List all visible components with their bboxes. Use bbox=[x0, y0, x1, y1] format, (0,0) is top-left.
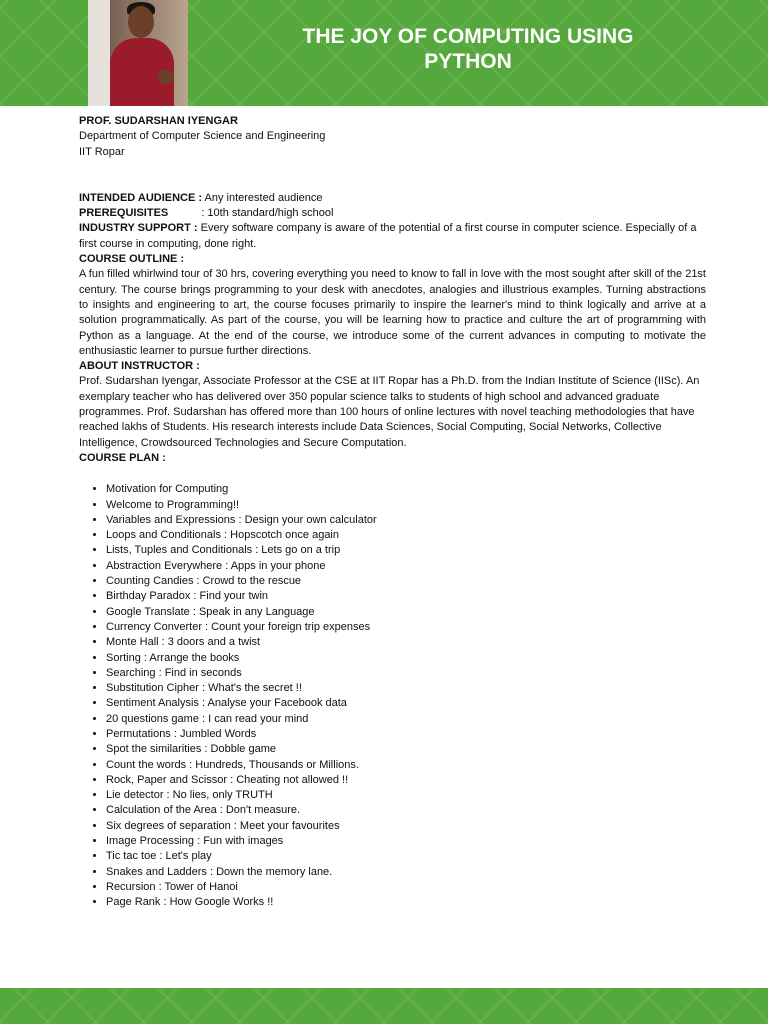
course-plan-item: • Sentiment Analysis : Analyse your Facebook data bbox=[106, 696, 706, 711]
course-plan-item: • Six degrees of separation : Meet your favourites bbox=[106, 819, 706, 834]
page-title bbox=[200, 24, 736, 74]
support-label: INDUSTRY SUPPORT : bbox=[79, 222, 198, 235]
course-plan-item: • Snakes and Ladders : Down the memory lane. bbox=[106, 865, 706, 880]
course-plan-item: • Monte Hall : 3 doors and a twist bbox=[106, 635, 706, 650]
support-row bbox=[79, 221, 706, 252]
course-plan-item: • Abstraction Everywhere : Apps in your phone bbox=[106, 559, 706, 574]
course-plan-item: • Permutations : Jumbled Words bbox=[106, 727, 706, 742]
course-plan-item: • Variables and Expressions : Design your own calculator bbox=[106, 513, 706, 528]
about-text: Prof. Sudarshan Iyengar, Associate Professor at the CSE at IIT Ropar has a Ph.D. from the Indian Institute of Science (IISc). An exemplary teacher who has delivered over 350 popular science talks to students of high school and advanced graduate programmes. Prof. Sudarshan has offered more than 100 hours of online lectures with novel teaching methodologies that have reached lakhs of Students. His research interests include Data Sciences, Social Computing, Social Networks, Collective Intelligence, Crowdsourced Technologies and Secure Computation. bbox=[79, 375, 700, 449]
course-plan-item: • Birthday Paradox : Find your twin bbox=[106, 589, 706, 604]
course-plan-item: • Calculation of the Area : Don't measure. bbox=[106, 803, 706, 818]
course-plan-item: • Welcome to Programming!! bbox=[106, 498, 706, 513]
instructor-photo bbox=[88, 0, 188, 106]
audience-row bbox=[79, 191, 706, 206]
course-plan-item: • Image Processing : Fun with images bbox=[106, 834, 706, 849]
course-plan-item: • Tic tac toe : Let's play bbox=[106, 849, 706, 864]
course-plan-item: • Lists, Tuples and Conditionals : Lets go on a trip bbox=[106, 543, 706, 558]
course-plan-item: • Sorting : Arrange the books bbox=[106, 651, 706, 666]
prereq-value: : 10th standard/high school bbox=[201, 207, 334, 220]
instructor-block bbox=[79, 114, 706, 160]
course-plan-item: • Currency Converter : Count your foreign trip expenses bbox=[106, 620, 706, 635]
footer-banner bbox=[0, 988, 768, 1024]
plan-heading: COURSE PLAN : bbox=[79, 451, 166, 464]
course-plan-item: • 20 questions game : I can read your mind bbox=[106, 712, 706, 727]
document-body bbox=[79, 114, 706, 911]
audience-value: Any interested audience bbox=[204, 191, 323, 204]
prereq-row bbox=[79, 206, 706, 221]
course-plan-item: • Searching : Find in seconds bbox=[106, 666, 706, 681]
course-plan-item: • Rock, Paper and Scissor : Cheating not allowed !! bbox=[106, 773, 706, 788]
course-plan-item: • Page Rank : How Google Works !! bbox=[106, 895, 706, 910]
course-plan-item: • Google Translate : Speak in any Language bbox=[106, 605, 706, 620]
course-plan-item: • Motivation for Computing bbox=[106, 482, 706, 497]
course-plan-list bbox=[79, 482, 706, 910]
course-plan-item: • Counting Candies : Crowd to the rescue bbox=[106, 574, 706, 589]
instructor-name: PROF. SUDARSHAN IYENGAR bbox=[79, 115, 238, 127]
instructor-department: Department of Computer Science and Engineering bbox=[79, 130, 326, 143]
course-plan-item: • Loops and Conditionals : Hopscotch once again bbox=[106, 528, 706, 543]
outline-heading: COURSE OUTLINE : bbox=[79, 253, 185, 266]
course-plan-item: • Spot the similarities : Dobble game bbox=[106, 742, 706, 757]
outline-text: A fun filled whirlwind tour of 30 hrs, covering everything you need to know to fall in love with the most sought after skill of the 21st century. The course brings programming to your desk with anecdotes, analogies and illustrious examples. Turning abstractions to insights and engineering to art, the course focuses primarily to inspire the learner's mind to think logically and arrive at a solution programmatically. As part of the course, you will be learning how to practice and culture the art of programming with Python as a language. At the end of the course, we introduce some of the current advances in computing to motivate the enthusiastic learner to pursue further directions. bbox=[79, 268, 706, 357]
support-value: Every software company is aware of the potential of a first course in computer science. Especially of a first course in computing, done right. bbox=[79, 222, 697, 250]
instructor-institute: IIT Ropar bbox=[79, 145, 125, 158]
about-heading: ABOUT INSTRUCTOR : bbox=[79, 360, 200, 373]
title-line-1: THE JOY OF COMPUTING USING bbox=[302, 25, 634, 48]
prereq-label: PREREQUISITES bbox=[79, 207, 169, 220]
course-plan-item: • Substitution Cipher : What's the secret !! bbox=[106, 681, 706, 696]
audience-label: INTENDED AUDIENCE : bbox=[79, 191, 203, 204]
course-plan-item: • Count the words : Hundreds, Thousands or Millions. bbox=[106, 758, 706, 773]
course-plan-item: • Recursion : Tower of Hanoi bbox=[106, 880, 706, 895]
title-line-2: PYTHON bbox=[424, 50, 512, 73]
course-plan-item: • Lie detector : No lies, only TRUTH bbox=[106, 788, 706, 803]
